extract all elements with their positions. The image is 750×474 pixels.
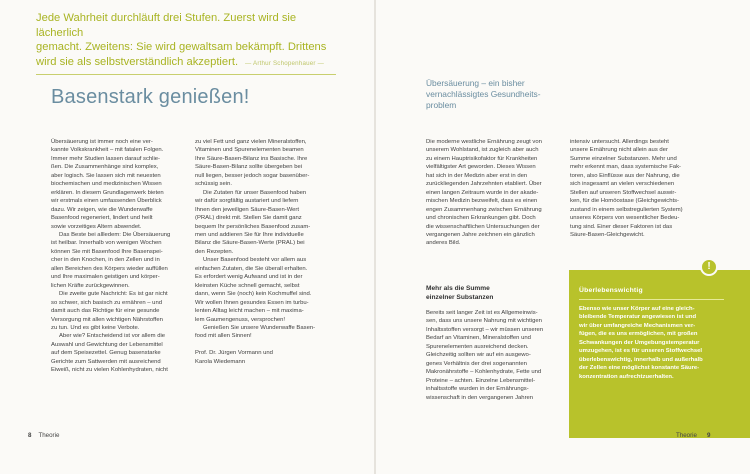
text-line: Ihnen den jeweiligen Säure-Basen-Wert (195, 206, 300, 213)
running-footer: Theorie (676, 432, 697, 439)
text-line: Makronährstoffe – Kohlenhydrate, Fette und (426, 369, 542, 376)
text-line: Vitaminen und Spurenelementen beamen (195, 147, 304, 154)
text-line: einen langen Zeitraum wurde in der akade- (426, 189, 539, 196)
text-column-3-continued (426, 309, 552, 402)
text-column-3 (426, 138, 552, 248)
text-line: hat sich in der Medizin aber erst in den (426, 172, 528, 179)
text-line: Summe einzelner Substanzen. Mehr und (570, 155, 677, 162)
text-line: dazu. Wir zeigen, wie die Wunderwaffe (51, 206, 153, 213)
text-line: Proteine – achten. Einzelne Lebensmittel- (426, 377, 536, 384)
text-line: mehr erkennt man, dass systemische Fak- (570, 164, 681, 171)
text-line: Ebenso wie unser Körper auf eine gleich- (579, 306, 695, 312)
text-line: Mehr als die Summe (426, 285, 490, 292)
quote-author: Arthur Schopenhauer (253, 59, 316, 67)
text-line: zu tun. Und es gibt keine Verbote. (51, 324, 140, 331)
text-line: einzelner Substanzen (426, 293, 494, 301)
text-line: fügen, die es uns ermöglichen, mit großen (579, 331, 698, 338)
text-line: Auswahl und Gewichtung der Lebensmittel (51, 341, 163, 348)
text-line: und chronischen Erkrankungen gibt. Doch (426, 215, 536, 222)
section-heading (426, 78, 566, 112)
text-line: problem (426, 100, 457, 111)
quote-attribution (241, 60, 324, 67)
exclamation-icon: ! (700, 258, 718, 276)
text-line: bleibende Temperatur angewiesen ist und (579, 314, 697, 321)
text-line: sen, dass uns unsere Nahrung mit wichtigen (426, 318, 542, 325)
text-line: sowie vorzeitiges Altern abwendet. (51, 223, 142, 230)
text-line: Versorgung mit allen wichtigen Nährstoffen (51, 316, 163, 323)
text-line: einfachen Zutaten, die Sie überall erhalten. (195, 265, 308, 272)
text-line: Unser Basenfood besteht vor allem aus (203, 257, 307, 264)
text-line: können Sie mit Basenfood Ihre Basenspei- (51, 248, 163, 255)
text-line: Gleichzeitig sollten wir auf ein ausgewo- (426, 352, 531, 359)
text-line: wir dafür sorgfältig austariert und liefern (195, 198, 299, 205)
text-column-4 (570, 138, 697, 239)
text-line: vergangenen Jahre zeichnen ein gänzlich (426, 231, 535, 238)
page-number: 9 (706, 432, 711, 439)
text-line: die wissenschaftlichen Untersuchungen der (426, 223, 540, 230)
text-line: sich insgesamt an vielen verschiedenen (570, 181, 675, 188)
quote-line-text: wird sie als selbstverständlich akzeptiert. (36, 55, 239, 68)
text-line: Immer mehr Studien lassen darauf schlie- (51, 155, 161, 162)
text-line: ßen. Die Zusammenhänge sind komplex, (51, 164, 159, 171)
text-line: der Zellen eine möglichst konstante Säure- (579, 365, 700, 372)
text-line: ist heilbar. Innerhalb von wenigen Wochen (51, 240, 162, 247)
running-footer: Theorie (38, 432, 60, 439)
text-line: unsere Ernährung nicht allein aus der (570, 147, 668, 154)
text-line: vernachlässigtes Gesundheits- (426, 89, 541, 100)
text-line: Übersäuerung – ein bisher (426, 78, 525, 88)
text-line: null liegen, besser jedoch sogar basenüber- (195, 172, 310, 179)
text-line: zurückliegenden Jahrzehnten etabliert. Über (426, 181, 542, 188)
text-line: den Rezepten. (195, 248, 234, 255)
text-line: Spurenelementen ausreichend decken. (426, 343, 529, 350)
text-line: Karola Wiedemann (195, 358, 246, 365)
text-line: wissenschaft in den vergangenen Jahren (426, 394, 534, 401)
text-line: biochemischen und medizinischen Wissen (51, 181, 162, 188)
text-line: Eiweiß, nicht zu vielen Kohlenhydraten, nicht (51, 367, 168, 374)
text-line (195, 341, 326, 349)
text-line: allen Bereichen des Körpers wieder auffüllen (51, 265, 168, 272)
page-number: 8 (28, 432, 32, 439)
text-line: zu einem Hauptrisikofaktor für Krankheiten (426, 155, 538, 162)
text-line: ken, für die Homöostase (Gleichgewichts- (570, 198, 680, 205)
quote-divider (36, 74, 336, 75)
text-line: kleinsten Küche schnell gemacht, selbst (195, 282, 300, 289)
text-line: Säure-Basen-Gleichgewicht. (570, 231, 645, 238)
text-line: kannte Volkskrankheit – mit fatalen Folgen. (51, 147, 164, 154)
text-line: Bereits seit langer Zeit ist es Allgemeinwis- (426, 310, 538, 316)
text-line: anderes Bild. (426, 240, 461, 247)
text-line: so schwer, sich basisch zu ernähren – und (51, 299, 163, 306)
text-line: Ihre Säure-Basen-Bilanz ins Basische. Ihre (195, 155, 308, 162)
text-line: Die moderne westliche Ernährung zeugt von (426, 139, 542, 145)
left-footer (28, 432, 59, 439)
text-line: Die Zutaten für unser Basenfood haben (203, 189, 307, 196)
text-line: Das Beste bei allledem: Die Übersäuerung (59, 231, 171, 238)
quote-dash: — (245, 59, 252, 67)
text-line: erklären. In diesem Grundlagenwerk bieten (51, 189, 164, 196)
text-line: Wir wollen Ihnen gesundes Essen im turbu- (195, 299, 309, 306)
text-line: wir über umfangreiche Mechanismen ver- (579, 322, 696, 329)
quote-dash: — (317, 59, 324, 67)
quote-line: Jede Wahrheit durchläuft drei Stufen. Zuerst wird sie lächerlich (36, 12, 297, 39)
text-line: tung sind. Einer dieser Faktoren ist das (570, 223, 673, 230)
text-line: wir erstmals einen umfassenden Überblick (51, 198, 162, 205)
quote-line (36, 55, 336, 72)
text-line: damit auch das Richtige für eine gesunde (51, 308, 160, 315)
text-line: Basenfood regeneriert, lindert und heilt (51, 215, 153, 222)
text-line: mischen Medizin bezweifelt, dass es einen (426, 198, 538, 205)
text-line: überlebenswichtig, innerhalb und außerhalb (579, 356, 703, 363)
text-line: men und addieren Sie für Ihre individuelle (195, 231, 304, 238)
info-box-title: Überlebenswichtig (579, 287, 643, 294)
text-line: Säure-Basen-Bilanz sollte übergeben bei (195, 164, 303, 171)
text-line: Aber wie? Entscheidend ist vor allem die (59, 333, 166, 340)
text-line: zustand in einem selbstregulierten System) (570, 206, 683, 213)
epigraph-quote (36, 11, 336, 71)
text-line: auf dem Speisezettel. Genug basenstarke (51, 350, 161, 357)
text-line: schüssig sein. (195, 181, 232, 188)
text-line: vielfältigster Art geworden. Dieses Wissen (426, 164, 536, 171)
page-title: Basenstark genießen! (51, 86, 250, 108)
text-line: food mit allen Sinnen! (195, 333, 252, 340)
text-line: engen Zusammenhang zwischen Ernährung (426, 206, 542, 213)
text-line: Bilanz die Säure-Basen-Werte (PRAL) bei (195, 240, 305, 247)
info-box-text (579, 305, 727, 381)
info-box-divider (579, 299, 724, 300)
text-line: zu viel Fett und ganz vielen Mineralstoffen, (195, 139, 307, 145)
text-line: toren, also Einflüsse aus der Nahrung, die (570, 172, 680, 179)
text-line: Übersäuerung ist immer noch eine ver- (51, 139, 153, 145)
quote-line: gemacht. Zweitens: Sie wird gewaltsam bekämpft. Drittens (36, 41, 327, 54)
text-column-1 (51, 138, 185, 375)
book-gutter (374, 0, 376, 474)
text-line: dann, wenn Sie (noch) kein Kochmuffel sind. (195, 291, 312, 298)
text-line: intensiv untersucht. Allerdings besteht (570, 139, 669, 145)
text-line: aber logisch. Sie lassen sich mit neuesten (51, 172, 161, 179)
subheading (426, 285, 552, 302)
text-line: Genießen Sie unsere Wunderwaffe Basen- (203, 324, 316, 331)
text-line: lichen Kräfte zurückgewinnen. (51, 282, 130, 289)
text-line: genes Verhältnis der drei sogenannten (426, 360, 527, 367)
text-line: (PRAL) direkt mit. Stellen Sie damit ganz (195, 215, 302, 222)
text-line: cher in den Knochen, in den Zellen und in (51, 257, 160, 264)
text-line: umzugehen, ist es für unseren Stoffwechsel (579, 348, 703, 355)
text-line: Stellen auf unseren Stoffwechsel auswir- (570, 189, 677, 196)
text-line: Inhaltsstoffen versorgt – wir müssen unseren (426, 326, 544, 333)
text-line: und Ihre maximalen geistigen und körper- (51, 274, 160, 281)
text-line: Schwankungen der Umgebungstemperatur (579, 339, 700, 346)
text-line: Gerichte zum Sattwerden mit ausreichend (51, 358, 161, 365)
text-line: Es erfordert wenig Aufwand und ist in der (195, 274, 303, 281)
text-line: unseres Körpers von wesentlicher Bedeu- (570, 215, 680, 222)
text-line: lem Gaumengenuss, versprochen! (195, 316, 286, 323)
text-column-2 (195, 138, 326, 366)
text-line: Bedarf an Vitaminen, Mineralstoffen und (426, 335, 531, 342)
text-line: Prof. Dr. Jürgen Vormann und (195, 350, 273, 357)
text-line: lenten Alltag leicht machen – mit maxima- (195, 308, 304, 315)
text-line: konzentration aufrechtzuerhalten. (579, 373, 674, 380)
right-footer (676, 432, 710, 439)
text-line: inhaltsstoffe wurden in der Ernährungs- (426, 386, 529, 393)
text-line: bequem Ihr persönliches Basenfood zusam- (195, 223, 311, 230)
text-line: unserem Wohlstand, ist zugleich aber auch (426, 147, 539, 154)
text-line: Die zweite gute Nachricht: Es ist gar nicht (59, 291, 168, 298)
